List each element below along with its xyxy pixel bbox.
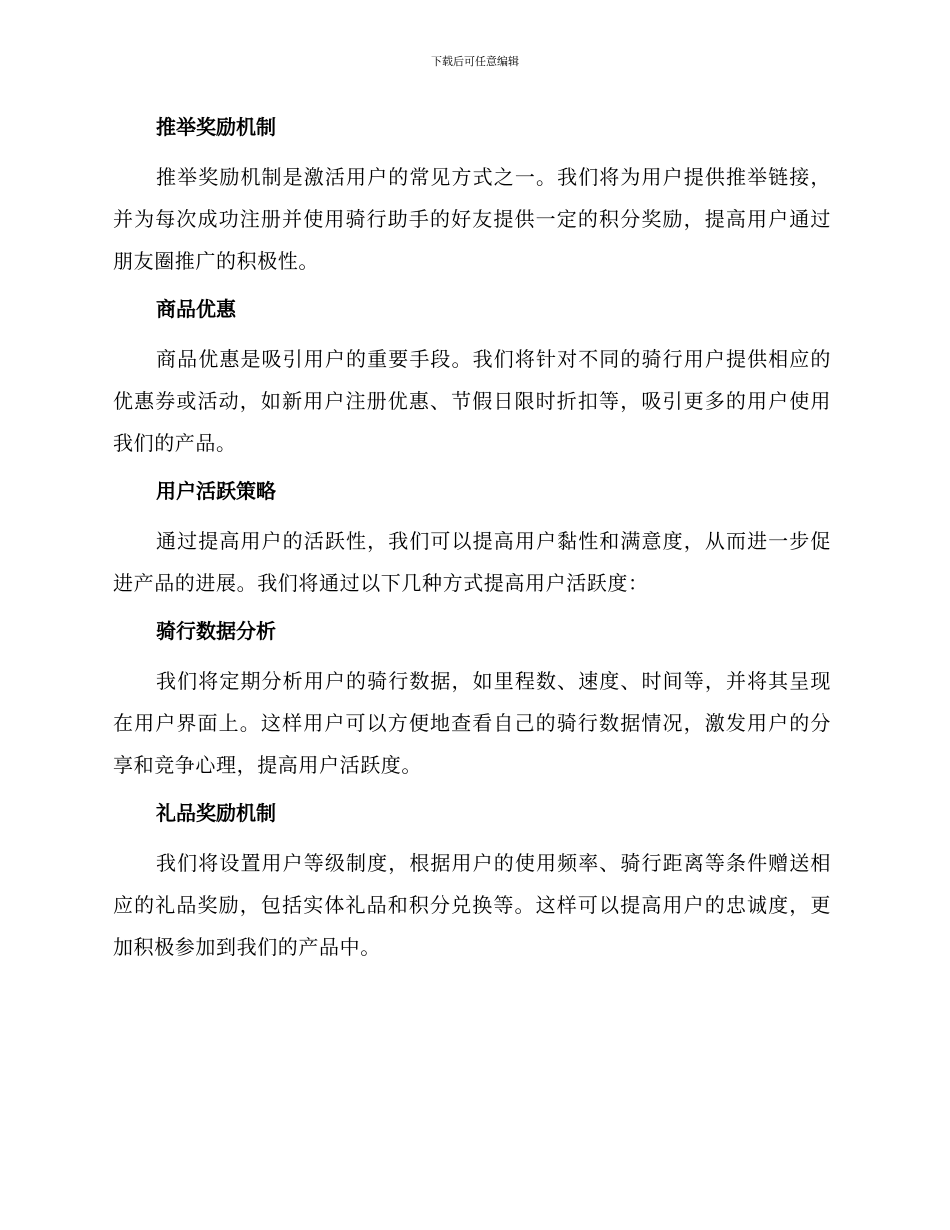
section-body-user-activity-strategy: 通过提高用户的活跃性，我们可以提高用户黏性和满意度，从而进一步促进产品的进展。我们将通过以下几种方式提高用户活跃度： xyxy=(113,529,831,595)
section-heading-user-activity-strategy: 用户活跃策略 xyxy=(156,479,276,503)
section-body-product-discount: 商品优惠是吸引用户的重要手段。我们将针对不同的骑行用户提供相应的优惠券或活动，如新用户注册优惠、节假日限时折扣等，吸引更多的用户使用我们的产品。 xyxy=(113,347,831,455)
section-body-referral-reward: 推举奖励机制是激活用户的常见方式之一。我们将为用户提供推举链接，并为每次成功注册并使用骑行助手的好友提供一定的积分奖励，提高用户通过朋友圈推广的积极性。 xyxy=(113,165,831,273)
section-heading-gift-reward: 礼品奖励机制 xyxy=(156,801,276,825)
section-body-riding-data-analysis: 我们将定期分析用户的骑行数据，如里程数、速度、时间等，并将其呈现在用户界面上。这样用户可以方便地查看自己的骑行数据情况，激发用户的分享和竞争心理，提高用户活跃度。 xyxy=(113,669,831,777)
section-heading-referral-reward: 推举奖励机制 xyxy=(156,115,276,139)
section-body-gift-reward: 我们将设置用户等级制度，根据用户的使用频率、骑行距离等条件赠送相应的礼品奖励，包括实体礼品和积分兑换等。这样可以提高用户的忠诚度，更加积极参加到我们的产品中。 xyxy=(113,851,831,959)
page-header: 下载后可任意编辑 xyxy=(431,55,519,68)
section-heading-riding-data-analysis: 骑行数据分析 xyxy=(156,619,276,643)
section-heading-product-discount: 商品优惠 xyxy=(156,297,236,321)
document-body xyxy=(113,110,831,978)
